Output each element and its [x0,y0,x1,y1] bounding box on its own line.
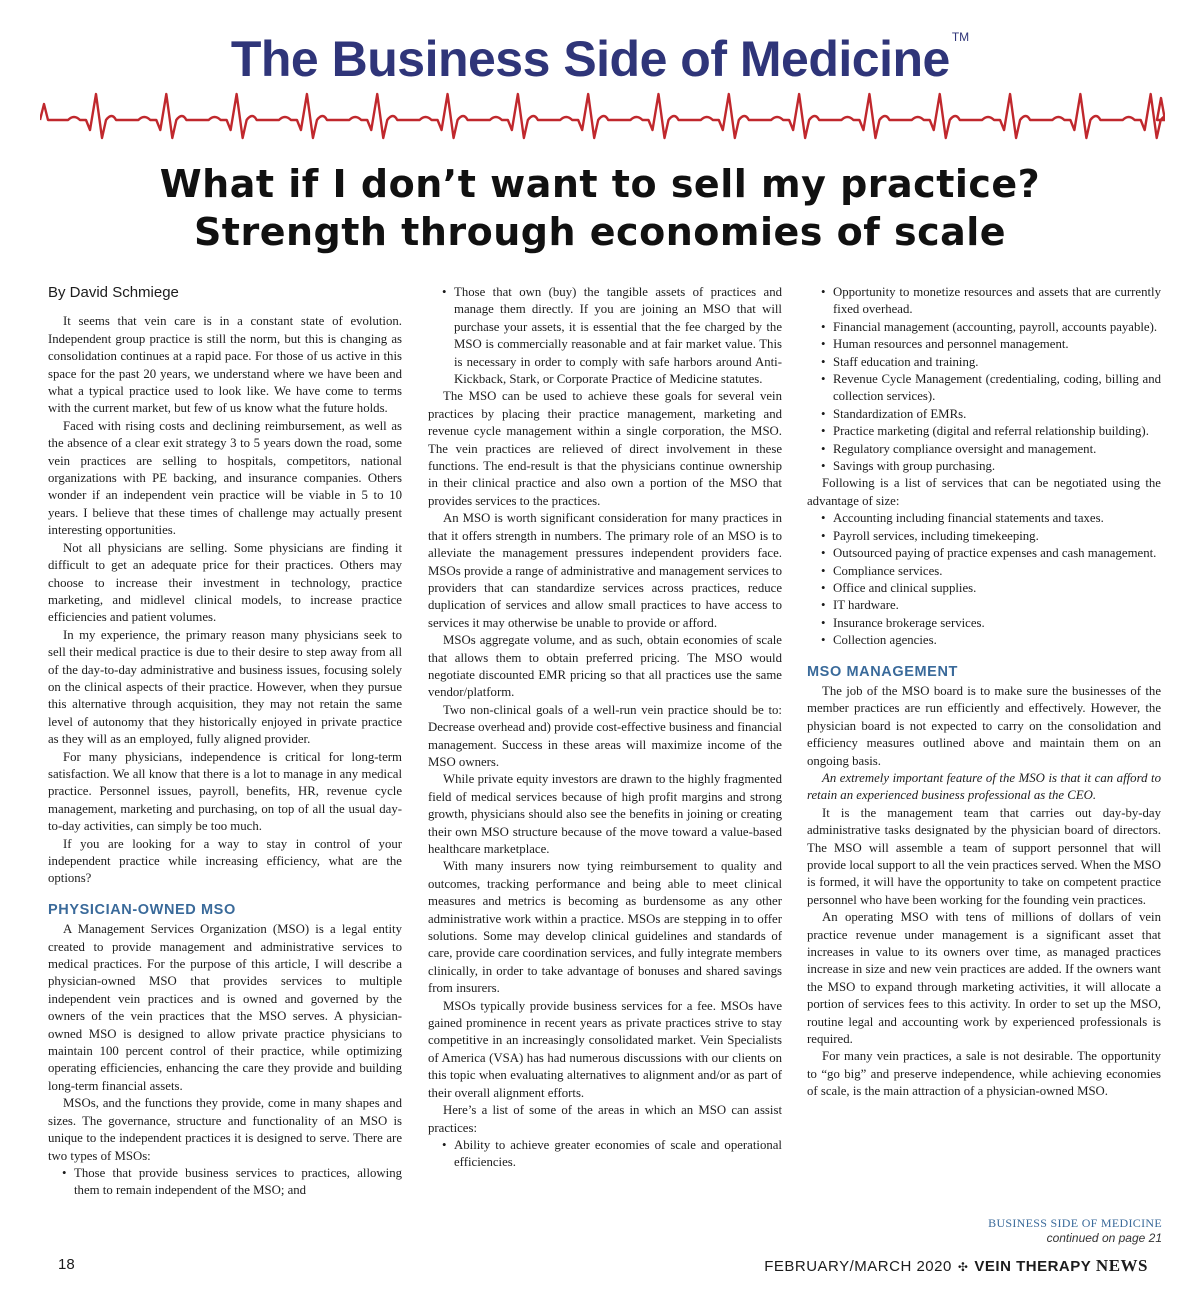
page-number: 18 [58,1256,75,1273]
list-item-text: Those that provide business services to practices, allowing them to remain independent of the MSO; and [74,1165,402,1198]
list-item-text: Human resources and personnel management. [833,337,1069,352]
issue-info [764,1256,1148,1276]
list-item-text: Financial management (accounting, payroll, accounts payable). [833,319,1158,334]
list-item: • Revenue Cycle Management (credentialing, coding, billing and collection services). [821,372,1161,404]
paragraph: Following is a list of services that can be negotiated using the advantage of size: [807,476,1161,508]
list-item: • Outsourced paying of practice expenses and cash management. [821,546,1157,561]
continued-note [988,1216,1162,1245]
paragraph: An MSO is worth significant consideration for many practices in that it offers strength in numbers. The primary role of an MSO is to alleviate the management pressures independent providers face. MSOs provide a range of administrative and management services to providers that can standardize services across practices, reduce duplication of services and allow small practices to have access to services it may otherwise be unable to provide or afford. [428,511,782,630]
mso-types-list [48,1165,402,1200]
list-item: • Ability to achieve greater economies of scale and operational efficiencies. [442,1137,782,1170]
list-item-text: Regulatory compliance oversight and management. [833,441,1097,456]
list-item-text: Compliance services. [833,563,943,578]
negotiable-services-list [807,510,1161,649]
column-2 [428,284,782,1172]
list-item: • Compliance services. [821,563,943,578]
paragraph: In my experience, the primary reason many physicians seek to sell their medical practice is due to their desire to step away from all of the day-to-day administrative and business issues, focusing solely on the clinical aspects of their practice. However, when they pursue this alternative through acquisition, they may not retain the same level of autonomy that they historically enjoyed in private practice as they will as an employed, fully aligned provider. [48,627,402,747]
list-item: • Financial management (accounting, payroll, accounts payable). [821,319,1158,334]
list-item-text: Office and clinical supplies. [833,580,977,595]
paragraph: MSOs typically provide business services for a fee. MSOs have gained prominence in recent years as private practices strive to stay competitive in an increasingly consolidated market. Vein Specialists of America (VSA) has had numerous discussions with our clients on this topic when evaluating alternatives to alignment and/or as part of their overall alignment efforts. [428,998,782,1100]
list-item-text: Staff education and training. [833,354,979,369]
separator-icon: ✣ [957,1260,969,1274]
paragraph: Not all physicians are selling. Some physicians are finding it difficult to get an adequate price for their practices. Others may choose to increase their investment in technology, practice marketing, and midlevel clinical models, to increase practice efficiencies and patient volumes. [48,540,402,625]
continued-page-link[interactable]: continued on page 21 [1046,1231,1162,1245]
list-item: • Accounting including financial statements and taxes. [821,511,1104,526]
headline-line-2: Strength through economies of scale [193,210,1007,254]
list-item: • Regulatory compliance oversight and management. [821,441,1097,456]
page-footer [0,1256,1200,1280]
list-item: • IT hardware. [821,598,899,613]
paragraph: Two non-clinical goals of a well-run vein practice should be to: Decrease overhead and) provide cost-effective business and financial management. Success in these areas will maximize income of the MSO owners. [428,702,783,769]
paragraph: An operating MSO with tens of millions of dollars of vein practice revenue under management is a significant asset that increases in value to its owners over time, as managed practices increase in size and new vein practices are added. If the owners want the MSO to expand through marketing activities, it will allocate a portion of services fees to this activity. In order to set up the MSO, routine legal and accounting work by experienced professionals is required. [807,910,1161,1047]
paragraph: MSOs, and the functions they provide, come in many shapes and sizes. The governance, structure and functionality of an MSO is unique to the independent practices it is designed to serve. There are two types of MSOs: [48,1096,402,1163]
list-item-text: Standardization of EMRs. [833,406,967,421]
list-item-text: Revenue Cycle Management (credentialing, coding, billing and collection services). [833,372,1161,404]
list-item-text: Those that own (buy) the tangible assets of practices and manage them directly. If you are joining an MSO that will purchase your assets, it is essential that the fee charged by the MSO is commercially reasonable and at fair market value. This is necessary in order to comply with safe harbors around Anti-Kickback, Stark, or Corporate Practice of Medicine statutes. [454,285,782,387]
headline [0,160,1200,256]
mso-assist-list [428,1137,782,1172]
list-item: • Those that provide business services to practices, allowing them to remain independent of the MSO; and [62,1165,402,1198]
publication-name: VEIN THERAPY [974,1258,1092,1275]
paragraph: With many insurers now tying reimbursement to quality and outcomes, tracking performance and being able to meet clinical measures and metrics is becoming as burdensome as any other administrative work within a practice. MSOs are stepping in to offer solutions. Some may develop clinical guidelines and standards of care, provide care coordination services, and fully integrate members clinically, in order to take advantage of bonuses and shared savings from insurers. [428,859,782,996]
list-item-text: Accounting including financial statements and taxes. [833,511,1104,526]
paragraph: The job of the MSO board is to make sure the businesses of the member practices are run efficiently and effectively. However, the physician board is not expected to carry on the consolidation and efficiency measures outlined above and maintain them on an ongoing basis. [807,683,1161,768]
list-item-text: Payroll services, including timekeeping. [833,528,1039,543]
list-item: • Savings with group purchasing. [821,459,996,474]
paragraph-italic: An extremely important feature of the MSO is that it can afford to retain an experienced business professional as the CEO. [807,770,1161,803]
trademark-mark: TM [951,30,970,44]
paragraph: For many vein practices, a sale is not desirable. The opportunity to “go big” and preserve independence, while achieving economies of scale, is the main attraction of a physician-owned MSO. [807,1049,1161,1099]
column-1 [48,284,402,1200]
list-item: • Collection agencies. [821,633,937,648]
mso-assist-list-continued [807,284,1161,475]
list-item: • Practice marketing (digital and referral relationship building). [821,424,1149,439]
list-item: • Staff education and training. [821,354,979,369]
paragraph: Faced with rising costs and declining reimbursement, as well as the absence of a clear exit strategy 3 to 5 years down the road, some vein practices are selling to hospitals, competitors, national organizations with PE backing, and insurance companies. Others wonder if an independent vein practice will be viable in 5 to 10 years. I believe that these times of challenge may actually present interesting opportunities. [48,418,402,538]
list-item: • Office and clinical supplies. [821,580,977,595]
list-item: • Opportunity to monetize resources and assets that are currently fixed overhead. [821,285,1161,317]
list-item: • Payroll services, including timekeeping. [821,528,1039,543]
paragraph: While private equity investors are drawn to the highly fragmented field of medical services because of high profit margins and strong growth, physicians should also see the benefits in joining or creating their own MSO structure because of the move toward a value-based healthcare marketplace. [428,772,782,856]
list-item: • Human resources and personnel management. [821,337,1069,352]
paragraph: For many physicians, independence is critical for long-term satisfaction. We all know that there is a lot to manage in any medical practice. Personnel issues, payroll, benefits, HR, revenue cycle management, marketing and purchasing, on top of all the usual day-to-day activities, can simply be too much. [48,749,402,834]
section-heading-mso-management: MSO MANAGEMENT [807,663,958,680]
column-3 [807,284,1161,1101]
byline: By David Schmiege [48,284,179,301]
headline-line-1: What if I don’t want to sell my practice? [159,162,1041,206]
list-item-text: Ability to achieve greater economies of scale and operational efficiencies. [454,1137,782,1170]
masthead-title: The Business Side of Medicine [230,31,950,87]
list-item-text: Insurance brokerage services. [833,615,985,630]
ecg-line-graphic [40,90,1165,146]
list-item-text: Practice marketing (digital and referral relationship building). [833,424,1149,439]
list-item-text: Opportunity to monetize resources and assets that are currently fixed overhead. [833,285,1161,317]
list-item-text: Outsourced paying of practice expenses and cash management. [833,546,1157,561]
list-item-text: Collection agencies. [833,633,937,648]
paragraph: It is the management team that carries out day-by-day administrative tasks designated by the physician board of directors. The MSO will assemble a team of support personnel that will provide local support to all the vein practices served. When the MSO is formed, it will have the opportunity to take on competent practice personnel who have been working for the founding vein practices. [807,805,1161,907]
paragraph: The MSO can be used to achieve these goals for several vein practices by placing their practice management, marketing and revenue cycle management within a single corporation, the MSO. The vein practices are relieved of direct involvement in these functions. The end-result is that the physicians continue ownership in their clinical practice and also own a portion of the MSO that provides services to the practices. [428,389,782,508]
paragraph: MSOs aggregate volume, and as such, obtain economies of scale that allows them to obtain preferred pricing. The MSO would negotiate discounted EMR pricing so that all practices use the same vendor/platform. [428,633,782,700]
list-item: • Those that own (buy) the tangible assets of practices and manage them directly. If you are joining an MSO that will purchase your assets, it is essential that the fee charged by the MSO is commercially reasonable and at fair market value. This is necessary in order to comply with safe harbors around Anti-Kickback, Stark, or Corporate Practice of Medicine statutes. [442,285,782,387]
continued-title: BUSINESS SIDE OF MEDICINE [988,1216,1162,1230]
mso-types-list-continued [428,284,782,388]
list-item: • Standardization of EMRs. [821,406,967,421]
masthead [0,30,1200,88]
paragraph: It seems that vein care is in a constant state of evolution. Independent group practice is still the norm, but this is changing as consolidation continues at a rapid pace. For those of us active in this space for the past 20 years, we understand where we have been and what a typical practice used to look like. We have come to terms with the current market, but few of us know what the future holds. [48,314,402,416]
list-item-text: Savings with group purchasing. [833,459,996,474]
list-item: • Insurance brokerage services. [821,615,985,630]
paragraph: If you are looking for a way to stay in control of your independent practice while increasing efficiency, what are the options? [48,836,402,886]
paragraph: Here’s a list of some of the areas in which an MSO can assist practices: [428,1103,782,1135]
section-heading-physician-owned-mso: PHYSICIAN-OWNED MSO [48,901,236,918]
paragraph: A Management Services Organization (MSO) is a legal entity created to provide management and administrative services to medical practices. For the purpose of this article, I will describe a physician-owned MSO that provides services to multiple independent vein practices and is owned and governed by the owners of the vein practices that the MSO serves. A physician-owned MSO is designed to allow private practice physicians to maintain 100 percent control of their practice, while optimizing operating efficiencies, enhancing the care they provide and building long-term financial assets. [48,922,402,1093]
issue-date: FEBRUARY/MARCH 2020 [764,1258,952,1275]
list-item-text: IT hardware. [833,598,899,613]
publication-name-news: NEWS [1095,1256,1148,1275]
